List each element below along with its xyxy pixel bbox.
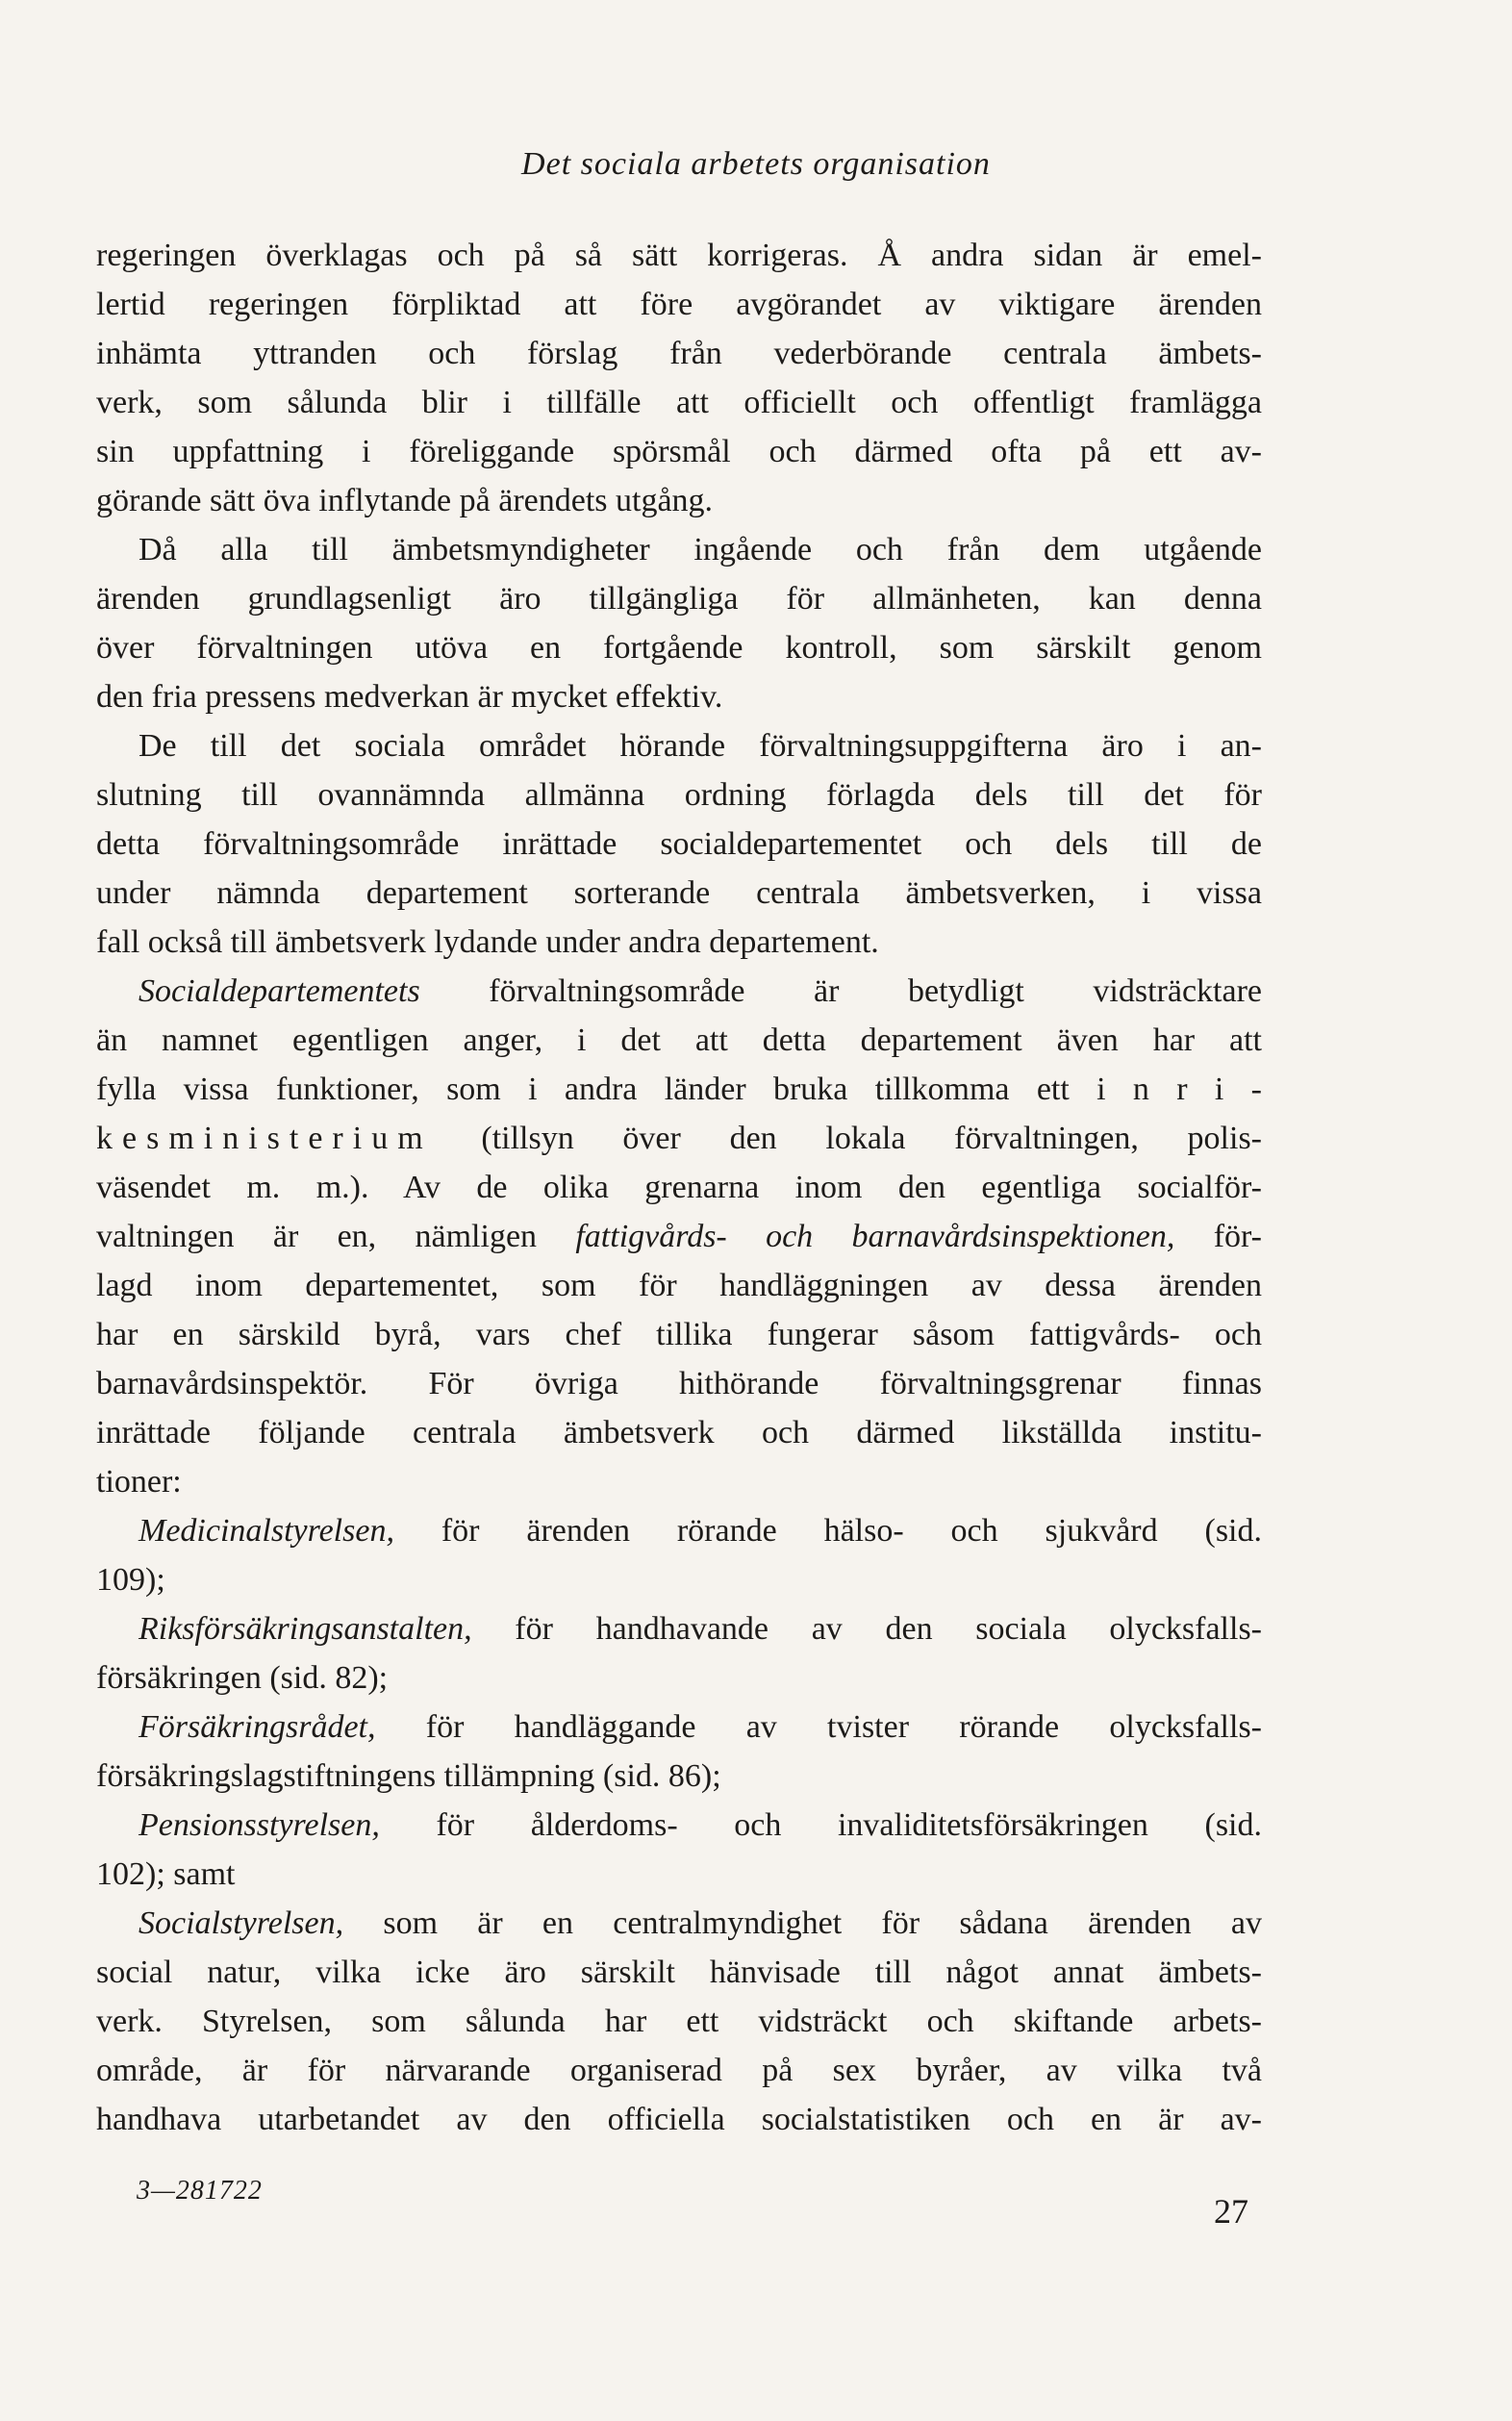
text-line: slutning till ovannämnda allmänna ordning förlagda dels till det för	[96, 777, 1262, 813]
line-text: som är en centralmyndighet för sådana ärenden av	[343, 1905, 1262, 1941]
text-line: 109);	[96, 1562, 165, 1598]
italic-term: fattigvårds- och barnavårdsinspektionen,	[575, 1219, 1175, 1254]
text-line: fylla vissa funktioner, som i andra länder bruka tillkomma ett i n r i -	[96, 1072, 1262, 1107]
text-line: lagd inom departementet, som för handläggningen av dessa ärenden	[96, 1268, 1262, 1303]
text-line: försäkringen (sid. 82);	[96, 1660, 389, 1696]
italic-term: Medicinalstyrelsen,	[139, 1513, 394, 1549]
text-line: 102); samt	[96, 1856, 236, 1892]
text-line: under nämnda departement sorterande centrala ämbetsverken, i vissa	[96, 875, 1262, 911]
line-text: för-	[1174, 1219, 1262, 1254]
text-line: än namnet egentligen anger, i det att detta departement även har att	[96, 1022, 1262, 1058]
text-line: görande sätt öva inflytande på ärendets utgång.	[96, 483, 714, 518]
text-line: Då alla till ämbetsmyndigheter ingående och från dem utgående	[139, 532, 1262, 567]
text-line: fall också till ämbetsverk lydande under andra departement.	[96, 924, 879, 960]
running-header: Det sociala arbetets organisation	[521, 146, 991, 182]
text-line: verk. Styrelsen, som sålunda har ett vidsträckt och skiftande arbets-	[96, 2004, 1262, 2039]
line-text: (tillsyn över den lokala förvaltningen, polis-	[432, 1121, 1262, 1156]
text-line: De till det sociala området hörande förvaltningsuppgifterna äro i an-	[139, 728, 1262, 764]
text-line: den fria pressens medverkan är mycket effektiv.	[96, 679, 723, 715]
page-number: 27	[1214, 2192, 1248, 2231]
list-item	[96, 1899, 1262, 1948]
text-line: över förvaltningen utöva en fortgående kontroll, som särskilt genom	[96, 630, 1262, 666]
line-text: för handläggande av tvister rörande olycksfalls-	[375, 1709, 1262, 1745]
printer-signature: 3—281722	[137, 2176, 263, 2206]
text-line: har en särskild byrå, vars chef tillika fungerar såsom fattigvårds- och	[96, 1317, 1262, 1352]
text-line: tioner:	[96, 1464, 182, 1500]
text-line: regeringen överklagas och på så sätt korrigeras. Å andra sidan är emel-	[96, 238, 1262, 273]
line-text: för handhavande av den sociala olycksfalls-	[471, 1611, 1262, 1647]
text-line: väsendet m. m.). Av de olika grenarna inom den egentliga socialför-	[96, 1170, 1262, 1205]
text-line: handhava utarbetandet av den officiella socialstatistiken och en är av-	[96, 2102, 1262, 2137]
text-line: område, är för närvarande organiserad på sex byråer, av vilka två	[96, 2053, 1262, 2088]
text-line: försäkringslagstiftningens tillämpning (sid. 86);	[96, 1758, 721, 1794]
list-item	[96, 1702, 1262, 1752]
text-line: lertid regeringen förpliktad att före avgörandet av viktigare ärenden	[96, 287, 1262, 322]
text-line: inhämta yttranden och förslag från vederbörande centrala ämbets-	[96, 336, 1262, 371]
spaced-term: kesministerium	[96, 1121, 433, 1156]
text-line: barnavårdsinspektör. För övriga hithörande förvaltningsgrenar finnas	[96, 1366, 1262, 1401]
italic-term: Socialstyrelsen,	[139, 1905, 344, 1941]
text-line	[96, 1212, 1262, 1261]
italic-term: Pensionsstyrelsen,	[139, 1807, 380, 1843]
list-item	[96, 1604, 1262, 1653]
line-text: för ärenden rörande hälso- och sjukvård (sid.	[393, 1513, 1262, 1549]
text-line: verk, som sålunda blir i tillfälle att officiellt och offentligt framlägga	[96, 385, 1262, 420]
text-line: ärenden grundlagsenligt äro tillgängliga för allmänheten, kan denna	[96, 581, 1262, 617]
body-text	[96, 231, 1262, 2144]
line-text: förvaltningsområde är betydligt vidsträcktare	[419, 973, 1262, 1009]
italic-term: Socialdepartementets	[139, 973, 420, 1009]
italic-term: Riksförsäkringsanstalten,	[139, 1611, 472, 1647]
list-item	[96, 1801, 1262, 1850]
text-line: inrättade följande centrala ämbetsverk och därmed likställda institu-	[96, 1415, 1262, 1450]
line-text: valtningen är en, nämligen	[96, 1219, 576, 1254]
line-text: för ålderdoms- och invaliditetsförsäkringen (sid.	[379, 1807, 1262, 1843]
text-line	[96, 1114, 1262, 1163]
list-item	[96, 1506, 1262, 1555]
text-line: social natur, vilka icke äro särskilt hänvisade till något annat ämbets-	[96, 1954, 1262, 1990]
text-line: sin uppfattning i föreliggande spörsmål och därmed ofta på ett av-	[96, 434, 1262, 469]
text-line	[96, 967, 1262, 1016]
text-line: detta förvaltningsområde inrättade socialdepartementet och dels till de	[96, 826, 1262, 862]
italic-term: Försäkringsrådet,	[139, 1709, 376, 1745]
